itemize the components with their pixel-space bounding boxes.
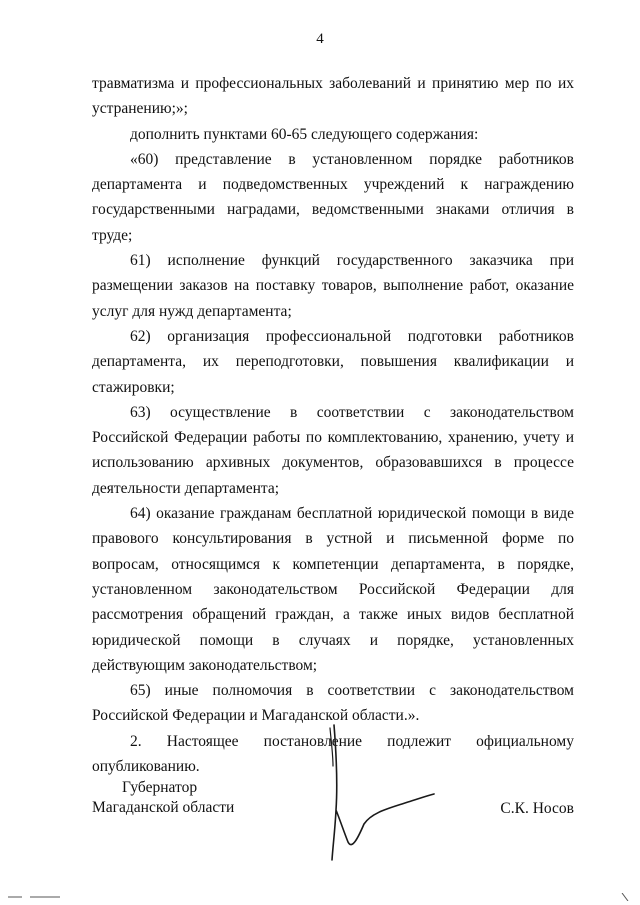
signer-title-line: Магаданской области — [92, 799, 235, 816]
document-body — [92, 71, 574, 779]
paragraph: «60) представление в установленном порядке работников департамента и подведомственных учреждений к награждению государственными наградами, ведомственными знаками отличия в труде; — [92, 150, 574, 244]
signature-block — [0, 760, 640, 860]
page-number: 4 — [316, 31, 324, 47]
signer-name: С.К. Носов — [500, 800, 574, 817]
paragraph: 61) исполнение функций государственного заказчика при размещении заказов на поставку товаров, выполнение работ, оказание услуг для нужд департамента; — [92, 252, 574, 320]
scan-margin-marks — [0, 893, 640, 901]
signer-title — [92, 778, 234, 818]
paragraph: 65) иные полномочия в соответствии с законодательством Российской Федерации и Магаданской области.». — [92, 682, 574, 725]
paragraph: дополнить пунктами 60-65 следующего содержания: — [130, 125, 479, 143]
handwritten-signature — [300, 720, 440, 870]
paragraph: 63) осуществление в соответствии с законодательством Российской Федерации работы по комплектованию, хранению, учету и использованию архивных документов, образовавшихся в процессе деятельности департамента; — [92, 403, 574, 497]
paragraph: 64) оказание гражданам бесплатной юридической помощи в виде правового консультирования в устной и письменной форме по вопросам, относящимся к компетенции департамента, в порядке, установленном законодательством Российской Федерации для рассмотрения обращений граждан, а также иных видов бесплатной юридической помощи в случаях и порядке, установленных действующим законодательством; — [92, 505, 574, 674]
signer-title-line: Губернатор — [122, 779, 198, 796]
paragraph: 2. Настоящее постановление подлежит официальному опубликованию. — [92, 732, 574, 776]
paragraph: 62) организация профессиональной подготовки работников департамента, их переподготовки, повышения квалификации и стажировки; — [92, 327, 574, 396]
paragraph: травматизма и профессиональных заболеваний и принятию мер по их устранению;»; — [92, 75, 574, 118]
